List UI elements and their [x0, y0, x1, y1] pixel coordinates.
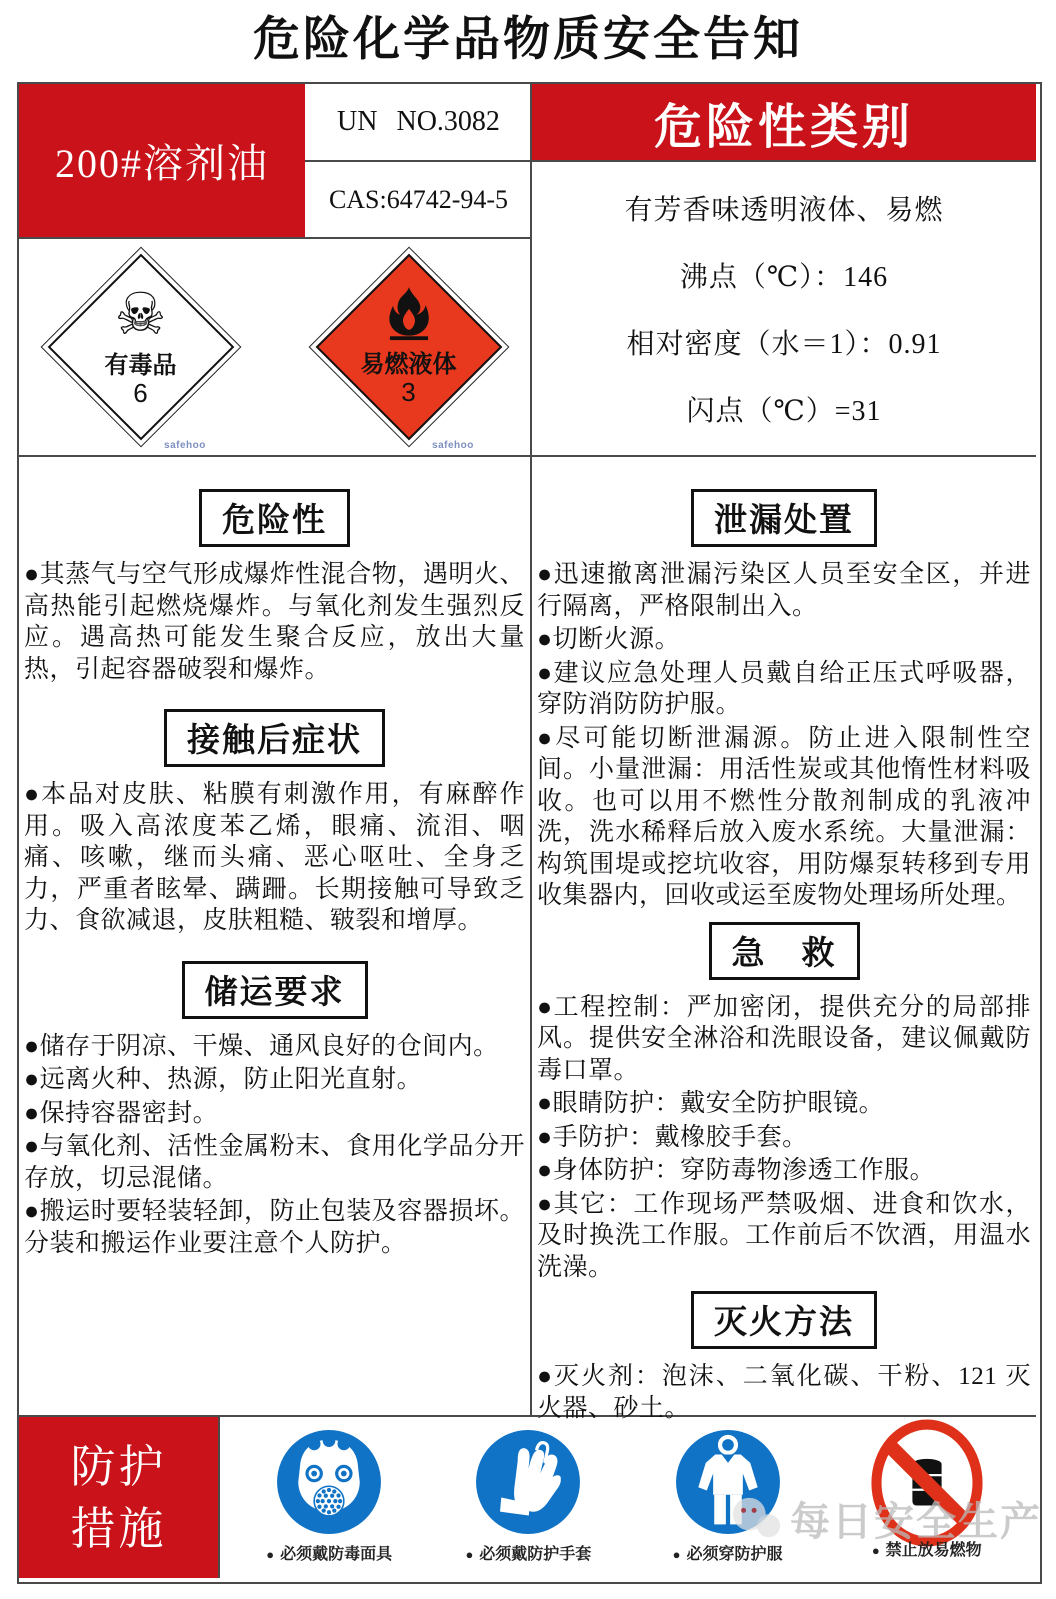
- protection-item-no-flammables: [837, 1417, 1017, 1560]
- flammable-class-number: 3: [401, 377, 416, 407]
- hazard-class-title: 危险性类别: [653, 100, 914, 154]
- hazard-diamonds-cell: [19, 239, 530, 455]
- storage-item: ●与氧化剂、活性金属粉末、食用化学品分开存放，切忌混储。: [24, 1133, 525, 1192]
- property-line: 沸点（℃）：146: [679, 261, 889, 293]
- storage-item: ●搬运时要轻装轻卸，防止包装及容器损坏。分装和搬运作业要注意个人防护。: [24, 1198, 525, 1257]
- section-header-leak: 泄漏处置: [691, 489, 877, 547]
- section-header-hazards: 危险性: [199, 489, 350, 547]
- protection-measures-cell: [19, 1417, 218, 1578]
- firstaid-item: ●手防护：戴橡胶手套。: [537, 1123, 808, 1151]
- firstaid-item: ●其它：工作现场严禁吸烟、进食和饮水，及时换洗工作服。工作前后不饮酒，用温水洗澡。: [537, 1190, 1031, 1281]
- label-bullet: ●: [266, 1547, 275, 1562]
- un-number-cell: [307, 84, 530, 160]
- property-line: 有芳香味透明液体、易燃: [624, 194, 944, 226]
- protective-suit-icon: [675, 1429, 781, 1535]
- section-header-storage: 储运要求: [182, 961, 368, 1019]
- skull-crossbones-icon: ☠: [114, 280, 167, 348]
- property-line: 闪点（℃）=31: [686, 396, 882, 428]
- page-title: 危险化学品物质安全告知: [253, 12, 803, 65]
- label-bullet: ●: [465, 1547, 474, 1562]
- section-header-firstaid: 急 救: [709, 922, 860, 980]
- leak-item: ●切断火源。: [537, 626, 681, 653]
- protection-label-line2: 措施: [70, 1502, 167, 1554]
- section-header-symptoms: 接触后症状: [164, 709, 385, 767]
- protection-item-label: ● 必须戴防毒面具: [266, 1546, 393, 1563]
- cas-number-cell: [307, 162, 530, 237]
- flammable-diamond-text: 易燃液体: [360, 351, 457, 378]
- flame-icon: [377, 286, 441, 342]
- flammable-diamond-label: [311, 249, 507, 451]
- un-number: UN NO.3082: [337, 106, 500, 137]
- protection-label-line1: 防护: [70, 1440, 167, 1492]
- firstaid-item: ●工程控制：严加密闭，提供充分的局部排风。提供安全淋浴和洗眼设备，建议佩戴防毒口罩。: [537, 993, 1031, 1084]
- firstaid-item: ●眼睛防护：戴安全防护眼镜。: [537, 1090, 885, 1117]
- left-column: [19, 457, 530, 1415]
- section-header-firefighting: 灭火方法: [691, 1291, 877, 1349]
- label-bullet: ●: [672, 1547, 681, 1562]
- safehoo-watermark: safehoo: [164, 440, 206, 451]
- product-name: 200#溶剂油: [55, 141, 269, 186]
- leak-item: ●迅速撤离泄漏污染区人员至安全区，并进行隔离，严格限制出入。: [537, 561, 1031, 620]
- cas-number: CAS:64742-94-5: [328, 184, 509, 214]
- storage-item: ●储存于阴凉、干燥、通风良好的仓间内。: [24, 1032, 499, 1060]
- protective-gloves-icon: [475, 1429, 581, 1535]
- symptoms-text: ●本品对皮肤、粘膜有刺激作用，有麻醉作用。吸入高浓度苯乙烯，眼痛、流泪、咽痛、咳嗽，继而头痛、恶心呕吐、全身乏力，严重者眩晕、蹒跚。长期接触可导致乏力、食欲减退，皮肤粗糙、皲裂和增厚。: [24, 781, 525, 934]
- protection-item-label: ● 禁止放易燃物: [871, 1542, 982, 1559]
- protection-item-gloves: [438, 1417, 618, 1564]
- firefighting-item: ●灭火剂：泡沫、二氧化碳、干粉、121 灭火器、砂土。: [537, 1363, 1031, 1422]
- protection-item-gas-mask: [239, 1417, 419, 1564]
- toxic-class-number: 6: [133, 378, 148, 408]
- protection-item-label: ● 必须戴防护手套: [465, 1546, 592, 1563]
- firstaid-item: ●身体防护：穿防毒物渗透工作服。: [537, 1157, 936, 1184]
- safehoo-watermark: safehoo: [432, 440, 474, 451]
- notice-table: [17, 82, 1042, 1584]
- leak-item: ●建议应急处理人员戴自给正压式呼吸器，穿防消防防护服。: [537, 659, 1031, 718]
- leak-item: ●尽可能切断泄漏源。防止进入限制性空间。小量泄漏：用活性炭或其他惰性材料吸收。也可以用不燃性分散剂制成的乳液冲洗，洗水稀释后放入废水系统。大量泄漏：构筑围堤或挖坑收容，用防爆泵转移到专用收集器内，回收或运至废物处理场所处理。: [537, 724, 1031, 909]
- protection-item-suit: [638, 1417, 818, 1564]
- label-bullet: ●: [871, 1543, 880, 1558]
- product-name-cell: [19, 84, 305, 237]
- gas-mask-icon: [276, 1429, 382, 1535]
- toxic-diamond-text: 有毒品: [104, 352, 177, 379]
- watermark-text: 每日安全生产: [790, 1500, 1042, 1544]
- toxic-diamond-label: [43, 249, 239, 451]
- property-line: 相对密度（水＝1）：0.91: [626, 329, 942, 361]
- hazards-text: ●其蒸气与空气形成爆炸性混合物，遇明火、高热能引起燃烧爆炸。与氧化剂发生强烈反应。遇高热可能发生聚合反应，放出大量热，引起容器破裂和爆炸。: [24, 561, 525, 683]
- storage-item: ●保持容器密封。: [24, 1099, 219, 1127]
- hazard-class-header-cell: [532, 84, 1036, 160]
- right-column: [532, 457, 1036, 1422]
- protection-item-label: ● 必须穿防护服: [672, 1546, 783, 1563]
- properties-cell: [532, 162, 1036, 455]
- no-flammables-icon: [869, 1419, 985, 1547]
- storage-item: ●远离火种、热源，防止阳光直射。: [24, 1066, 423, 1093]
- protection-icons-cell: [220, 1417, 1036, 1578]
